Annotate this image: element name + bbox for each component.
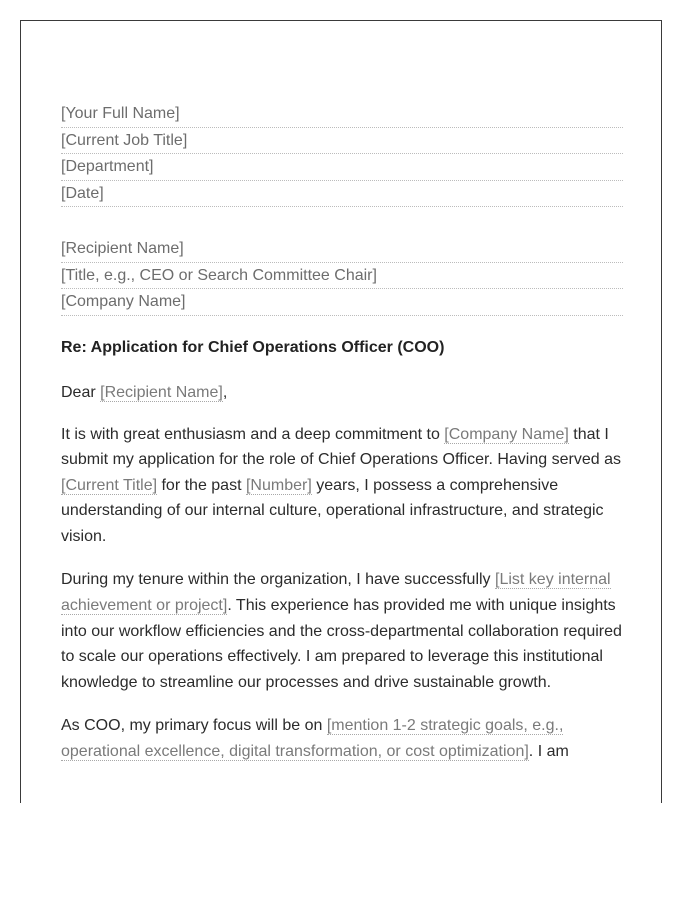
sender-name-field[interactable]: [Your Full Name]	[61, 101, 623, 128]
paragraph-text: As COO, my primary focus will be on	[61, 717, 327, 735]
letter-content	[61, 101, 623, 765]
achievement-placeholder[interactable]: [List key internal achievement or project]	[61, 571, 611, 615]
recipient-title-field[interactable]: [Title, e.g., CEO or Search Committee Chair]	[61, 263, 623, 290]
recipient-company-field[interactable]: [Company Name]	[61, 289, 623, 316]
date-field[interactable]: [Date]	[61, 181, 623, 208]
paragraph-intro	[61, 422, 623, 550]
recipient-name-field[interactable]: [Recipient Name]	[61, 236, 623, 263]
paragraph-focus	[61, 713, 623, 764]
paragraph-text: . I am	[528, 743, 569, 761]
paragraph-text: that I submit my application for the role of Chief Operations Officer. Having served as	[61, 425, 621, 469]
years-number-placeholder[interactable]: [Number]	[245, 476, 312, 494]
sender-block	[61, 101, 623, 207]
salutation-recipient-placeholder[interactable]: [Recipient Name]	[100, 383, 223, 401]
current-title-placeholder[interactable]: [Current Title]	[61, 476, 158, 494]
recipient-block	[61, 236, 623, 316]
company-name-placeholder[interactable]: [Company Name]	[444, 425, 569, 443]
sender-department-field[interactable]: [Department]	[61, 154, 623, 181]
salutation-suffix: ,	[222, 383, 228, 401]
sender-job-title-field[interactable]: [Current Job Title]	[61, 128, 623, 155]
paragraph-text: for the past	[157, 476, 246, 494]
strategic-goals-placeholder[interactable]: [mention 1-2 strategic goals, e.g., operational excellence, digital transformation, or cost optimization]	[61, 717, 564, 761]
paragraph-text: During my tenure within the organization, I have successfully	[61, 571, 495, 589]
letter-page	[20, 20, 662, 803]
subject-line: Re: Application for Chief Operations Officer (COO)	[61, 338, 445, 356]
salutation	[61, 382, 623, 404]
paragraph-text: It is with great enthusiasm and a deep commitment to	[61, 425, 445, 443]
paragraph-text: . This experience has provided me with unique insights into our workflow efficiencies and the cross-departmental collaboration required to scale our operations effectively. I am prepared to leverage this institutional knowledge to streamline our processes and drive sustainable growth.	[61, 597, 622, 691]
paragraph-text: years, I possess a comprehensive understanding of our internal culture, operational infrastructure, and strategic vision.	[61, 476, 604, 545]
salutation-prefix: Dear	[61, 383, 101, 401]
paragraph-tenure	[61, 567, 623, 695]
